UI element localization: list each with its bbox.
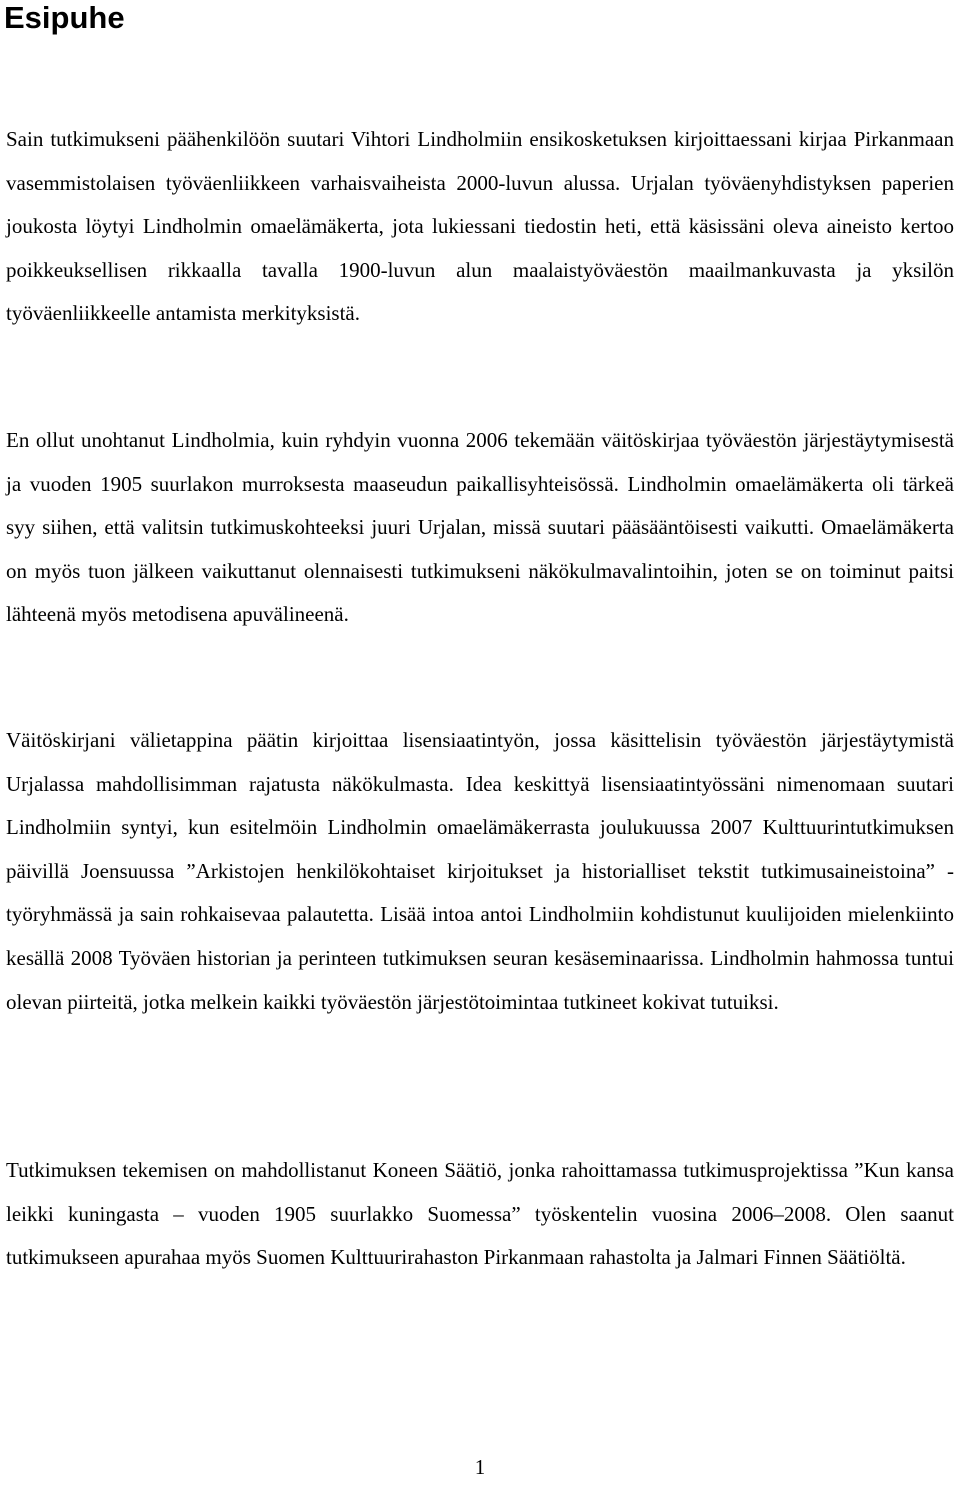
paragraph-2: En ollut unohtanut Lindholmia, kuin ryhdyin vuonna 2006 tekemään väitöskirjaa työväestön järjestäytymisestä ja vuoden 1905 suurlakon murroksesta maaseudun paikallisyhteisössä. Lindholmin omaelämäkerta oli tärkeä syy siihen, että valitsin tutkimuskohteeksi juuri Urjalan, missä suutari pääsääntöisesti vaikutti. Omaelämäkerta on myös tuon jälkeen vaikuttanut olennaisesti tutkimukseni näkökulmavalintoihin, joten se on toiminut paitsi lähteenä myös metodisena apuvälineenä. xyxy=(6,428,954,627)
page-number: 1 xyxy=(474,1455,486,1479)
page-title: Esipuhe xyxy=(4,0,125,35)
paragraph-1: Sain tutkimukseni päähenkilöön suutari Vihtori Lindholmiin ensikosketuksen kirjoittaessani kirjaa Pirkanmaan vasemmistolaisen työväenliikkeen varhaisvaiheista 2000-luvun alussa. Urjalan työväenyhdistyksen paperien joukosta löytyi Lindholmin omaelämäkerta, jota lukiessani tiedostin heti, että käsissäni oleva aineisto kertoo poikkeuksellisen rikkaalla tavalla 1900-luvun alun maalaistyöväestön maailmankuvasta ja yksilön työväenliikkeelle antamista merkityksistä. xyxy=(6,127,954,326)
paragraph-3: Väitöskirjani välietappina päätin kirjoittaa lisensiaatintyön, jossa käsittelisin työväestön järjestäytymistä Urjalassa mahdollisimman rajatusta näkökulmasta. Idea keskittyä lisensiaatintyössäni nimenomaan suutari Lindholmiin syntyi, kun esitelmöin Lindholmin omaelämäkerrasta joulukuussa 2007 Kulttuurintutkimuksen päivillä Joensuussa ”Arkistojen henkilökohtaiset kirjoitukset ja historialliset tekstit tutkimusaineistoina” -työryhmässä ja sain rohkaisevaa palautetta. Lisää intoa antoi Lindholmiin kohdistunut kuulijoiden mielenkiinto kesällä 2008 Työväen historian ja perinteen tutkimuksen seuran kesäseminaarissa. Lindholmin hahmossa tuntui olevan piirteitä, jotka melkein kaikki työväestön järjestötoimintaa tutkineet kokivat tutuiksi. xyxy=(6,728,954,1014)
paragraph-4: Tutkimuksen tekemisen on mahdollistanut Koneen Säätiö, jonka rahoittamassa tutkimusprojektissa ”Kun kansa leikki kuningasta – vuoden 1905 suurlakko Suomessa” työskentelin vuosina 2006–2008. Olen saanut tutkimukseen apurahaa myös Suomen Kulttuurirahaston Pirkanmaan rahastolta ja Jalmari Finnen Säätiöltä. xyxy=(6,1158,954,1270)
